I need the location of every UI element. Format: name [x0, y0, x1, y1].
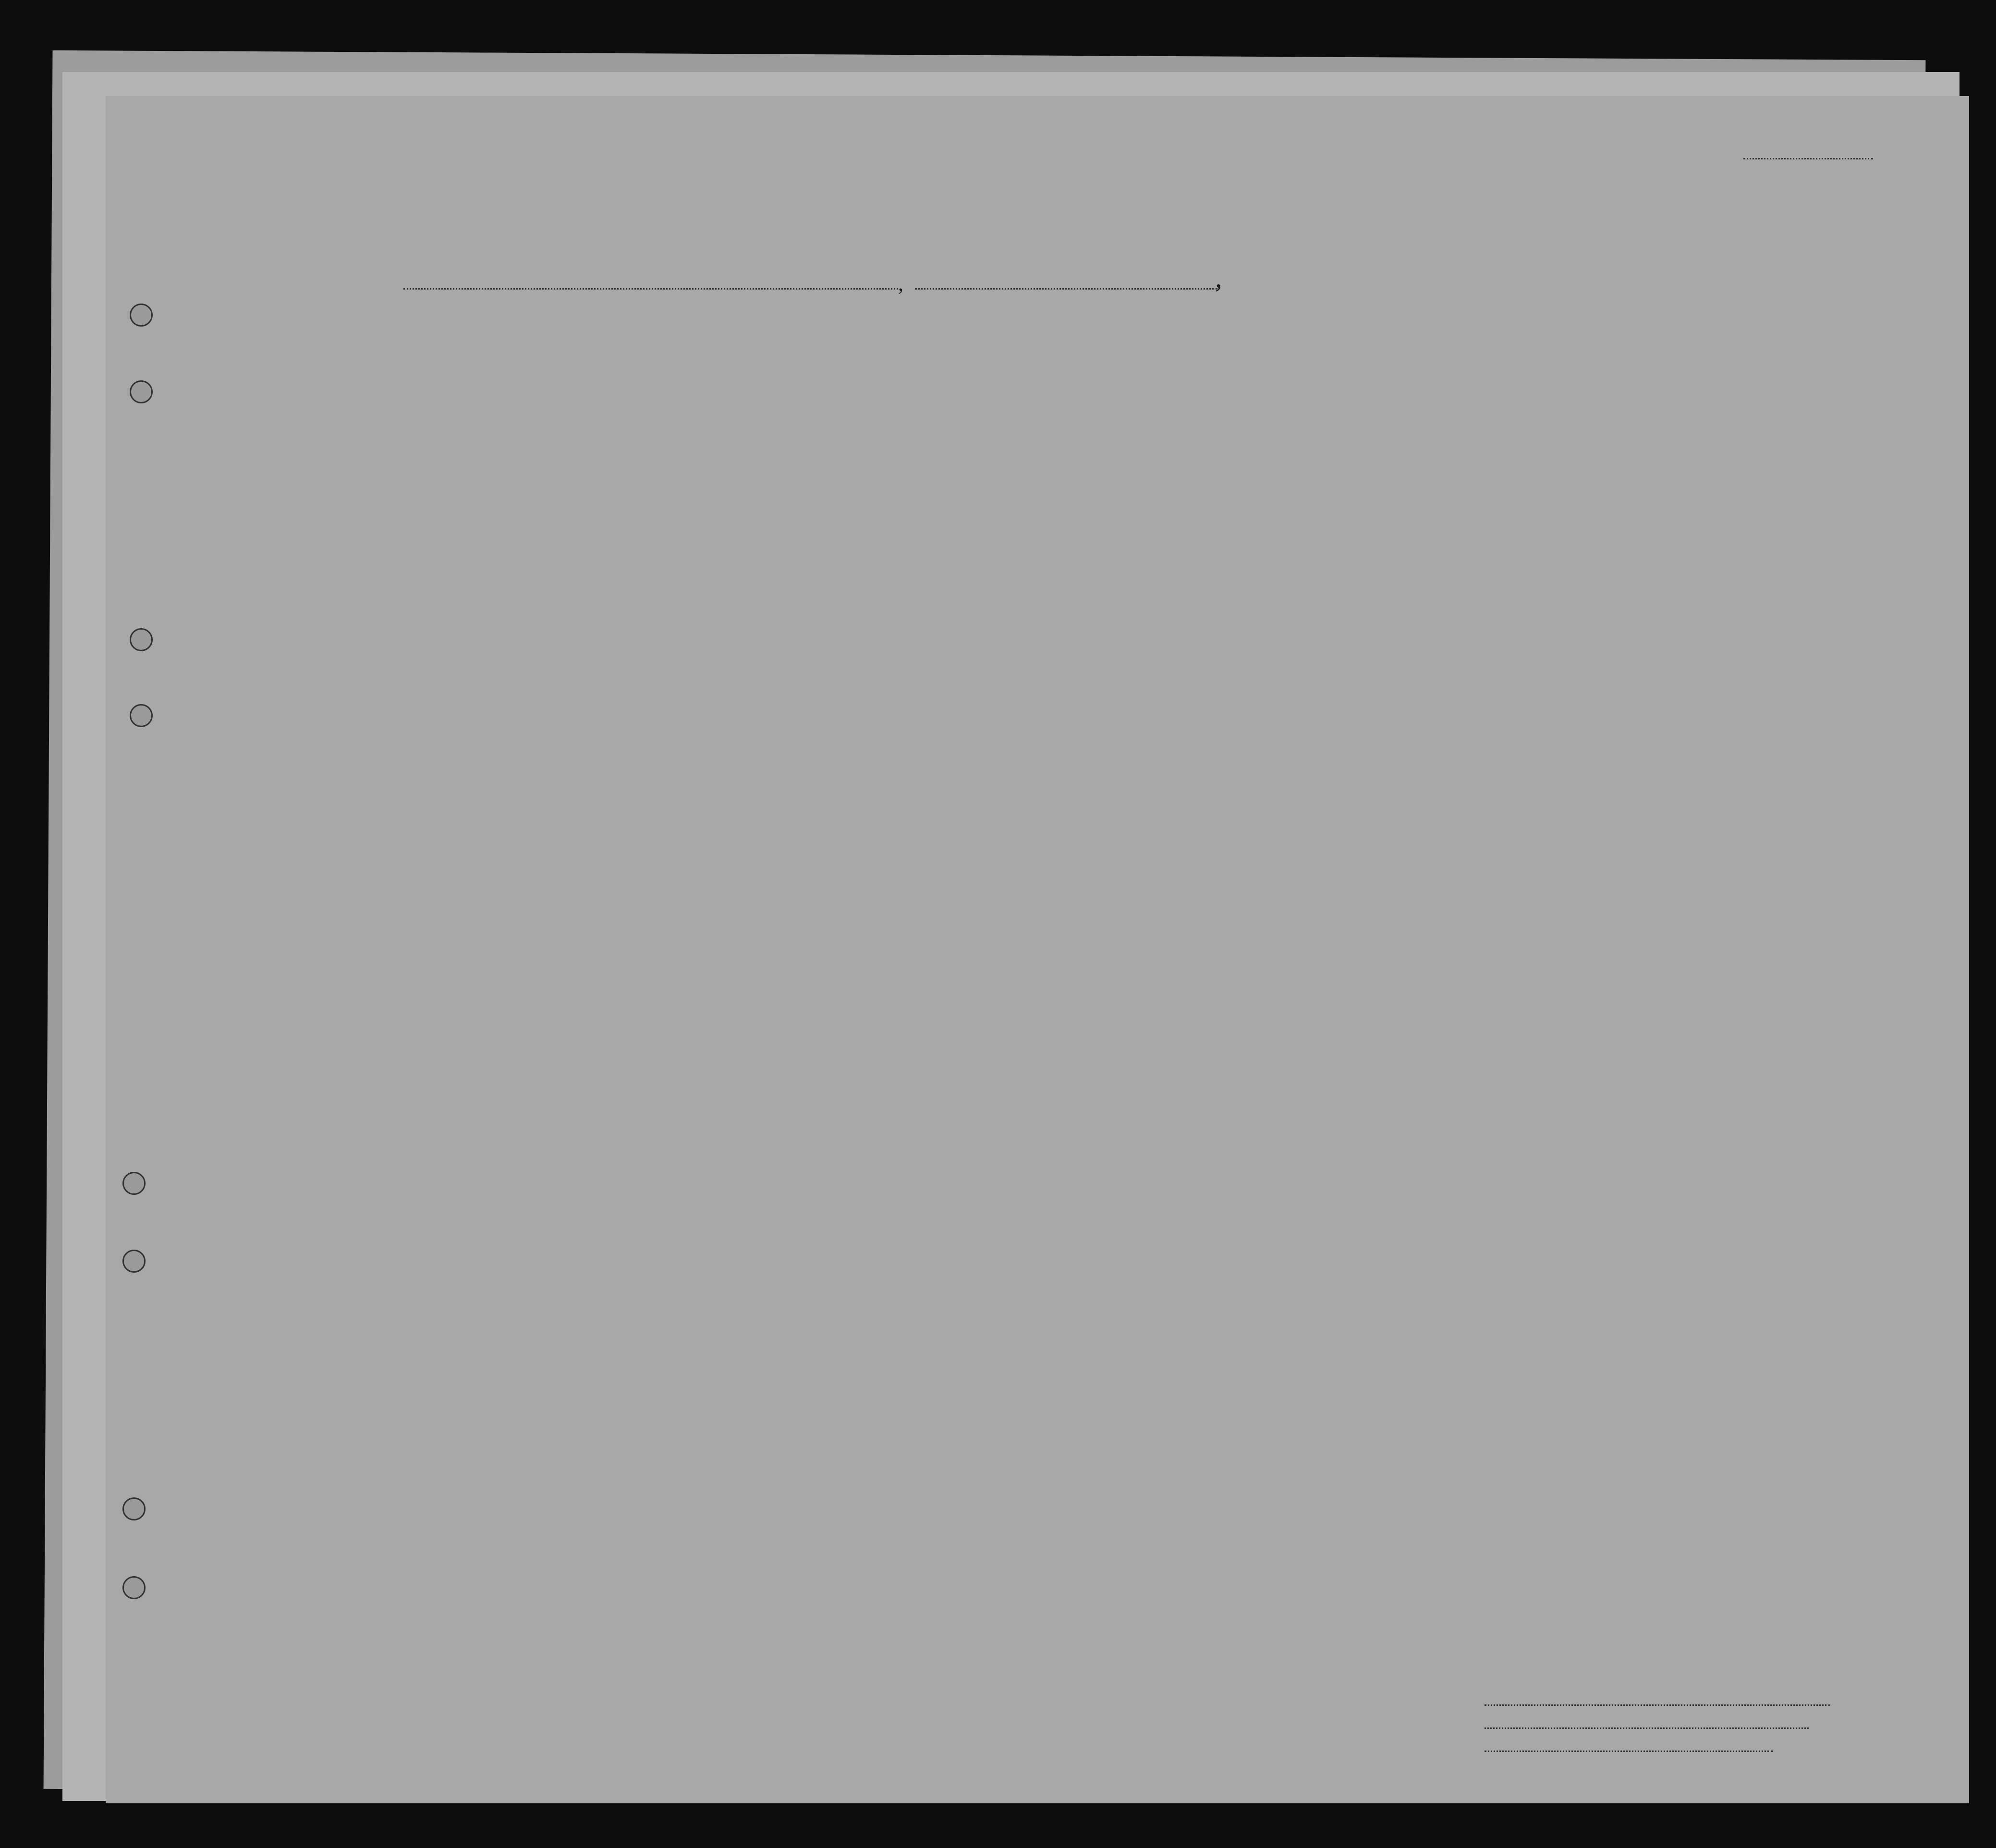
footer-owners [1482, 1717, 1809, 1732]
footer-local-agents [1482, 1740, 1773, 1755]
footer-line [1482, 1694, 1830, 1709]
comma: , [898, 272, 903, 295]
binder-hole [122, 1576, 146, 1599]
binder-hole [130, 704, 153, 727]
binder-hole [122, 1250, 146, 1273]
date-line [915, 288, 1217, 290]
manifest-sheet [106, 96, 1969, 1803]
binder-hole [130, 628, 153, 651]
binder-hole [122, 1172, 146, 1195]
year-prefix: , [1215, 262, 1222, 293]
port-line [403, 288, 898, 290]
binder-hole [130, 380, 153, 403]
binder-hole [130, 304, 153, 327]
binder-hole [122, 1497, 146, 1520]
list-label [1739, 139, 1873, 165]
